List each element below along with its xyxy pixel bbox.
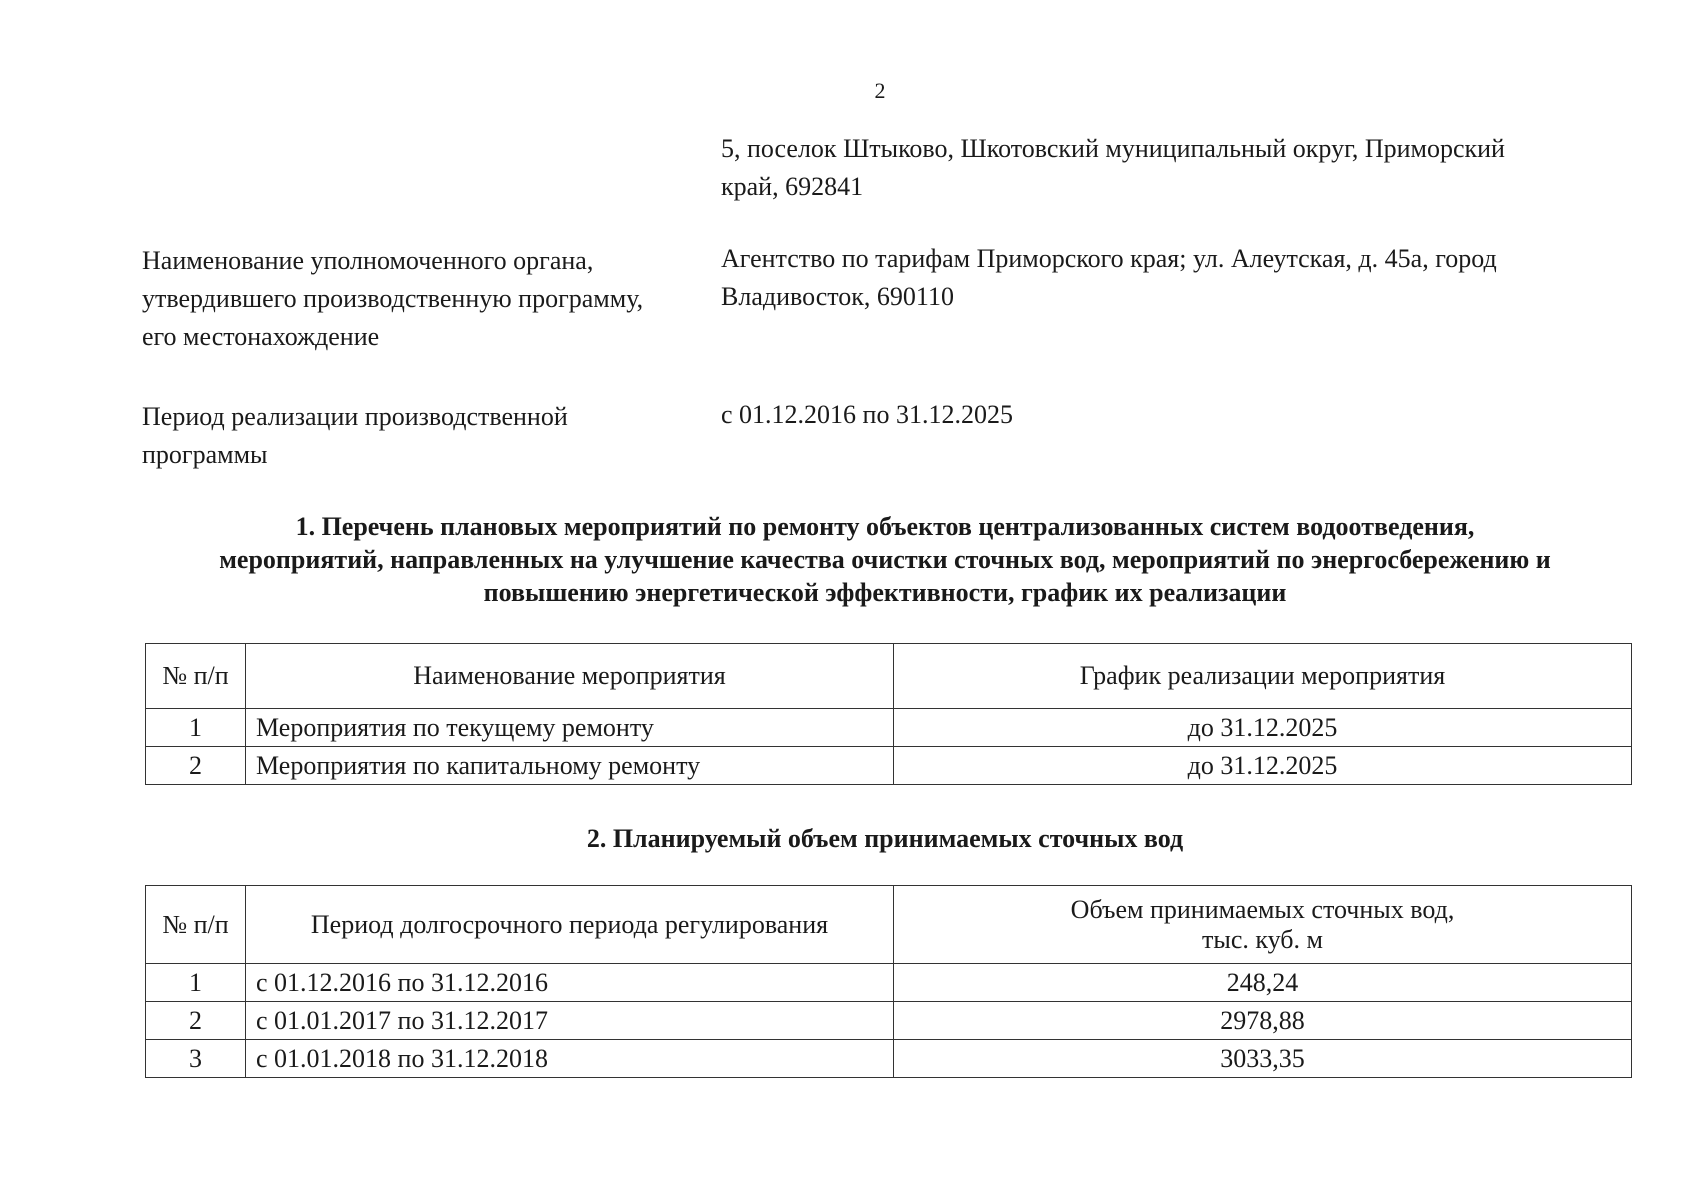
section1-title-line: повышению энергетической эффективности, график их реализации [483, 578, 1287, 607]
activities-table [145, 643, 1632, 785]
section1-title-line: 1. Перечень плановых мероприятий по ремонту объектов централизованных систем водоотведения, [295, 512, 1475, 541]
header-schedule: График реализации мероприятия [894, 644, 1632, 709]
address-line-1: 5, поселок Штыково, Шкотовский муниципальный округ, Приморский [721, 134, 1505, 163]
header-activity-name: Наименование мероприятия [246, 644, 894, 709]
table-row [146, 1002, 1632, 1040]
volume-cell: 2978,88 [894, 1002, 1632, 1040]
period-label-line: Период реализации производственной [142, 402, 568, 431]
header-volume-unit: тыс. куб. м [1202, 924, 1323, 954]
authority-value-line: Агентство по тарифам Приморского края; ул. Алеутская, д. 45а, город [721, 244, 1497, 273]
header-volume-line: Объем принимаемых сточных вод, [1070, 894, 1455, 924]
row-num: 1 [146, 709, 246, 747]
volume-cell: 248,24 [894, 964, 1632, 1002]
activities-header-row [146, 644, 1632, 709]
row-num: 1 [146, 964, 246, 1002]
period-value: с 01.12.2016 по 31.12.2025 [721, 400, 1013, 429]
volume-cell: 3033,35 [894, 1040, 1632, 1078]
row-num: 3 [146, 1040, 246, 1078]
authority-label-line: утвердившего производственную программу, [142, 284, 644, 313]
header-num: № п/п [146, 644, 246, 709]
address-continuation [142, 130, 1622, 210]
wastewater-volume-table [145, 885, 1632, 1078]
volume-header-row [146, 886, 1632, 964]
authority-label-line: его местонахождение [142, 322, 380, 351]
section2-title: 2. Планируемый объем принимаемых сточных вод [586, 824, 1184, 853]
authority-value [721, 240, 1621, 316]
activity-name: Мероприятия по текущему ремонту [246, 709, 894, 747]
activity-schedule: до 31.12.2025 [894, 709, 1632, 747]
row-num: 2 [146, 747, 246, 785]
authority-value-line: Владивосток, 690110 [721, 282, 954, 311]
period-cell: с 01.01.2017 по 31.12.2017 [246, 1002, 894, 1040]
period-row [142, 398, 1622, 478]
address-line-2: край, 692841 [721, 172, 864, 201]
period-label [142, 398, 712, 474]
authority-label [142, 242, 712, 356]
period-label-line: программы [142, 440, 268, 469]
page-number: 2 [874, 78, 886, 103]
row-num: 2 [146, 1002, 246, 1040]
header-period: Период долгосрочного периода регулирования [246, 886, 894, 964]
section1-title-line: мероприятий, направленных на улучшение качества очистки сточных вод, мероприятий по энергосбережению и [219, 545, 1551, 574]
authority-label-line: Наименование уполномоченного органа, [142, 246, 594, 275]
period-cell: с 01.01.2018 по 31.12.2018 [246, 1040, 894, 1078]
header-num: № п/п [146, 886, 246, 964]
period-cell: с 01.12.2016 по 31.12.2016 [246, 964, 894, 1002]
activity-schedule: до 31.12.2025 [894, 747, 1632, 785]
activity-name: Мероприятия по капитальному ремонту [246, 747, 894, 785]
table-row [146, 1040, 1632, 1078]
header-volume [894, 886, 1632, 964]
table-row [146, 964, 1632, 1002]
section1-title [120, 510, 1650, 609]
authority-row [142, 242, 1622, 362]
table-row [146, 709, 1632, 747]
table-row [146, 747, 1632, 785]
